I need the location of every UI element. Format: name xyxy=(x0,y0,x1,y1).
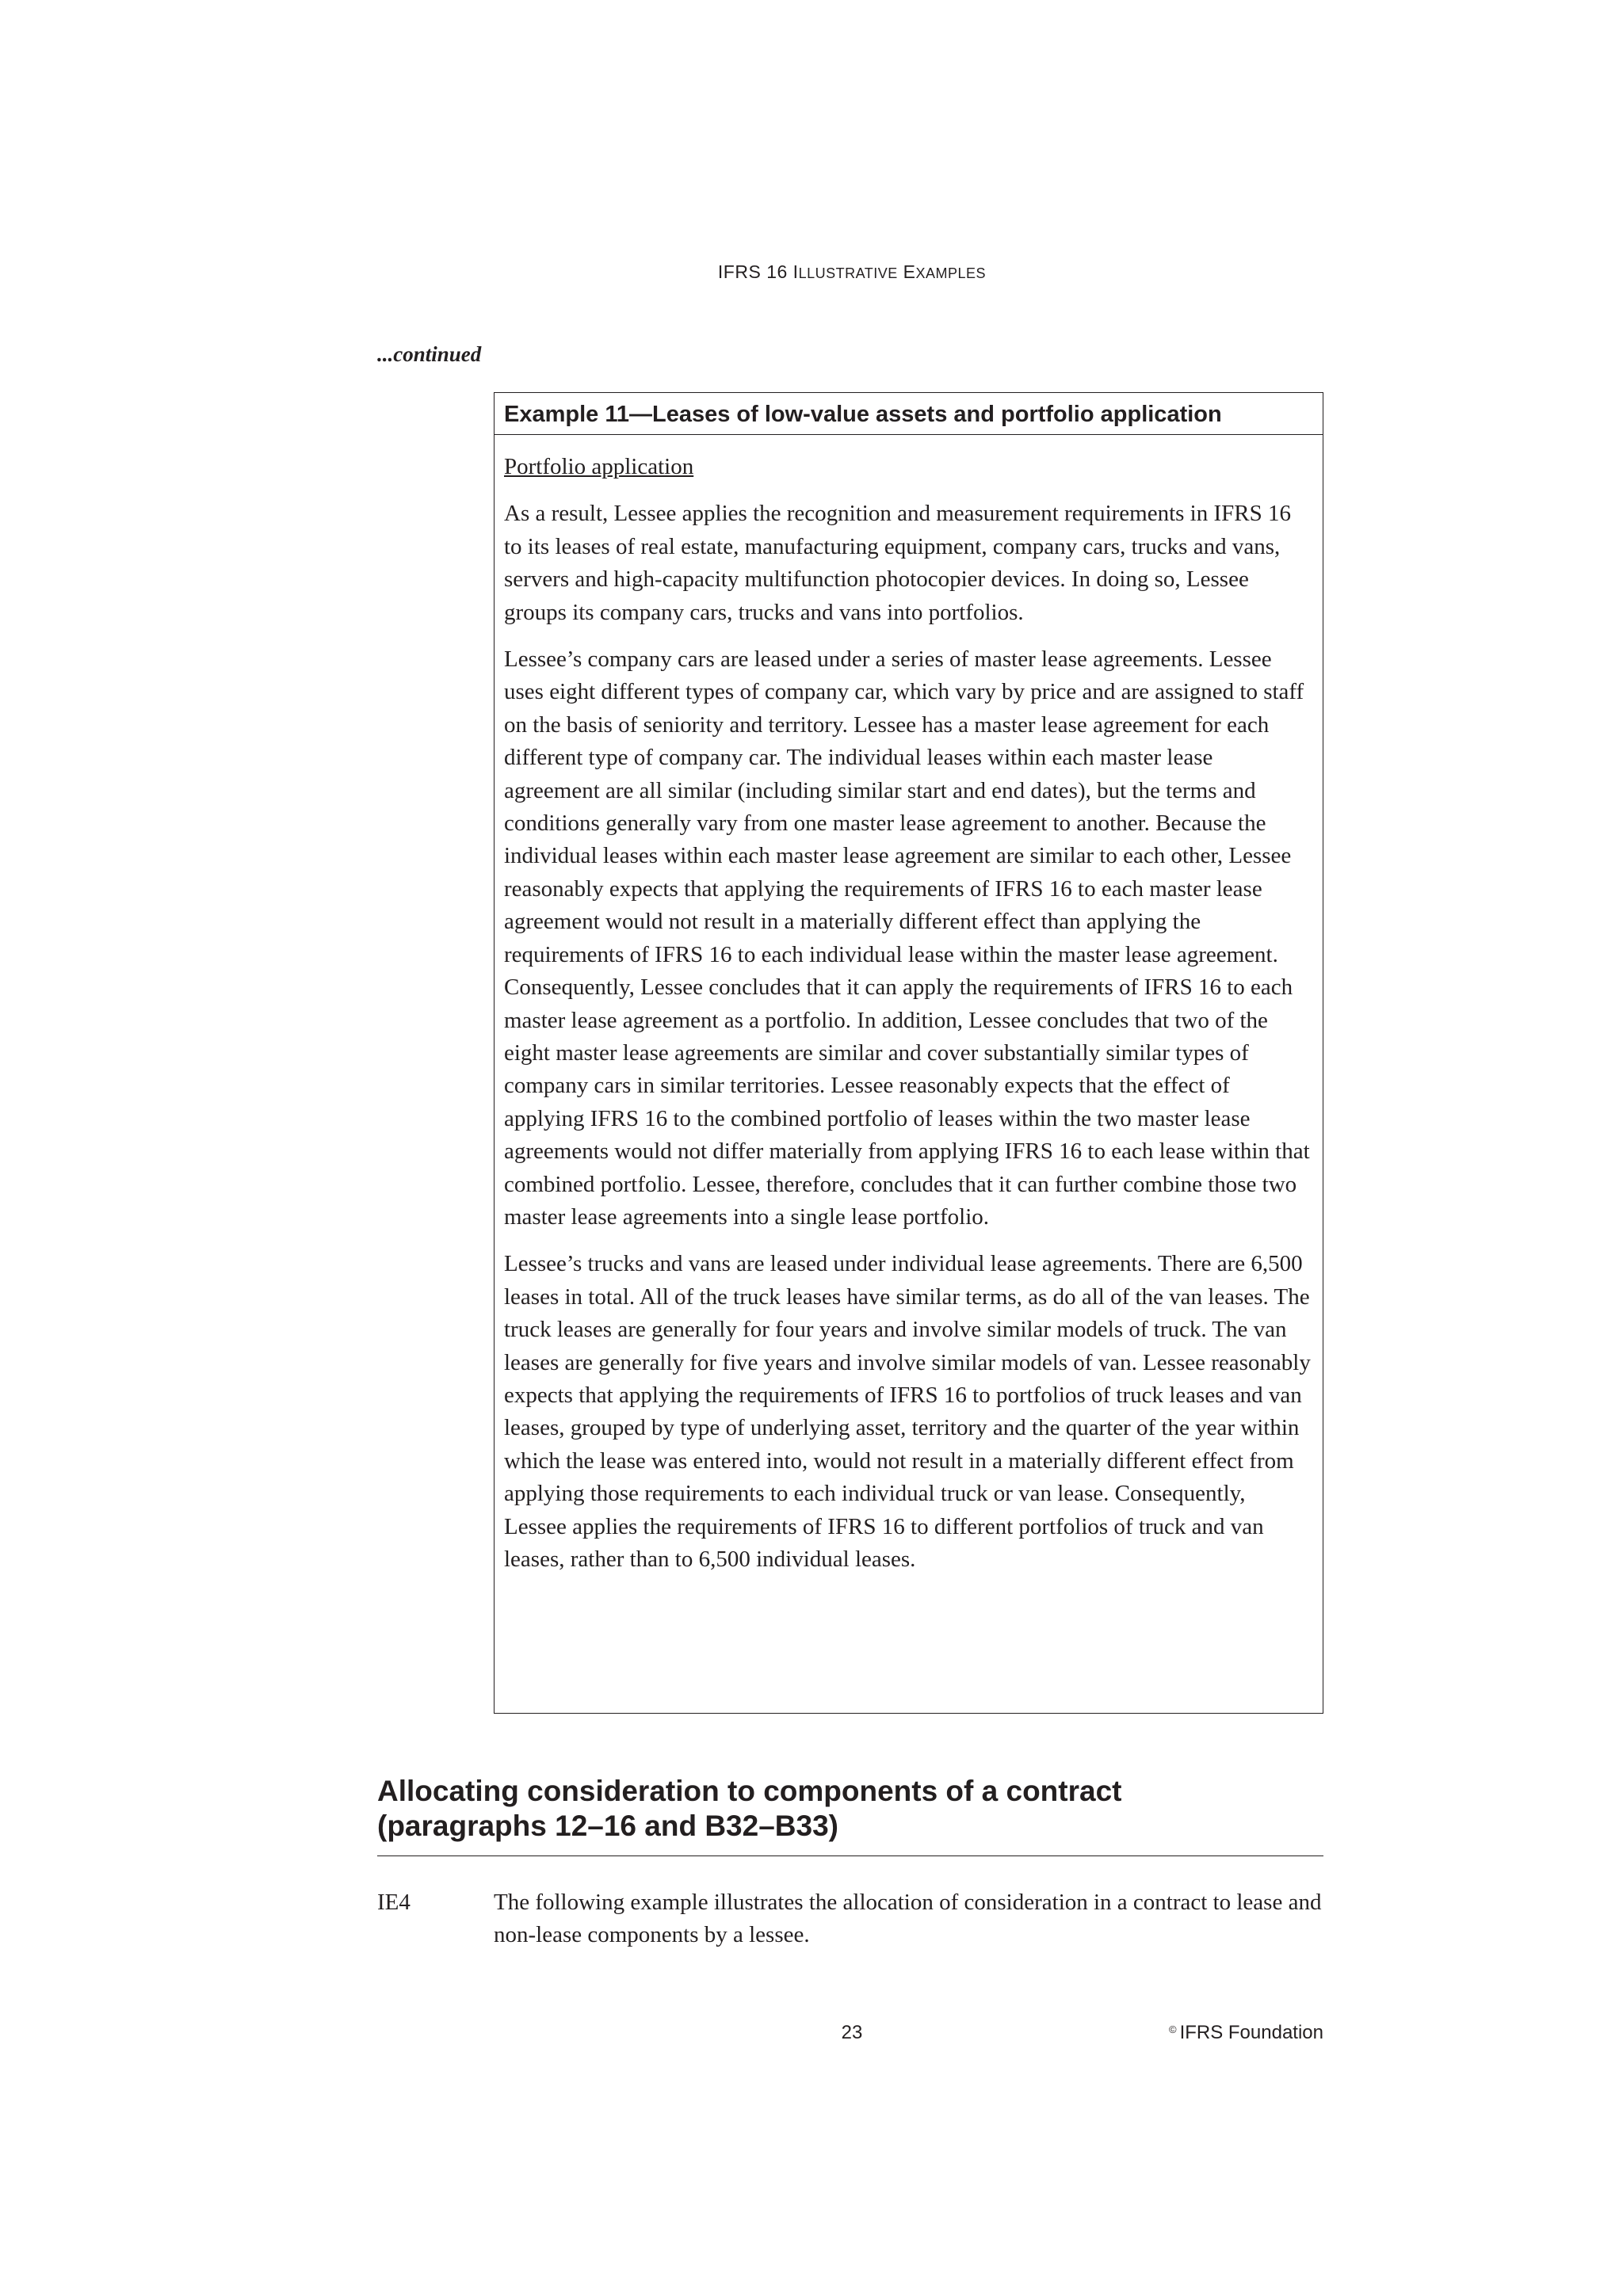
section-heading xyxy=(377,1774,1323,1844)
example-paragraph-2: Lessee’s company cars are leased under a series of master lease agreements. Lessee uses eight different types of company car, which vary by price and are assigned to staff on the basis of seniority and territory. Lessee has a master lease agreement for each different type of company car. The individual leases within each master lease agreement are all similar (including similar start and end dates), but the terms and conditions generally vary from one master lease agreement to another. Because the individual leases within each master lease agreement are similar to each other, Lessee reasonably expects that applying the requirements of IFRS 16 to each master lease agreement would not result in a materially different effect than applying the requirements of IFRS 16 to each individual lease within the master lease agreement. Consequently, Lessee concludes that it can apply the requirements of IFRS 16 to each master lease agreement as a portfolio. In addition, Lessee concludes that two of the eight master lease agreements are similar and cover substantially similar types of company cars in similar territories. Lessee reasonably expects that the effect of applying IFRS 16 to the combined portfolio of leases within the two master lease agreements would not differ materially from applying IFRS 16 to each lease within that combined portfolio. Lessee, therefore, concludes that it can further combine those two master lease agreements into a single lease portfolio. xyxy=(504,646,1310,1230)
section-heading-line-1: Allocating consideration to components of a contract xyxy=(377,1775,1122,1807)
section-divider xyxy=(377,1855,1323,1856)
running-header-space: E xyxy=(897,261,916,282)
copyright-text: IFRS Foundation xyxy=(1179,2022,1323,2043)
example-box xyxy=(494,392,1323,1714)
page-number: 23 xyxy=(841,2022,863,2043)
copyright-symbol: © xyxy=(1168,2023,1177,2035)
example-subheading: Portfolio application xyxy=(504,454,694,479)
continued-label: ...continued xyxy=(377,342,482,366)
example-paragraph-3: Lessee’s trucks and vans are leased under individual lease agreements. There are 6,500 leases in total. All of the truck leases have similar terms, as do all of the van leases. The truck leases are generally for four years and involve similar models of truck. The van leases are generally for five years and involve similar models of van. Lessee reasonably expects that applying the requirements of IFRS 16 to portfolios of truck leases and van leases, grouped by type of underlying asset, territory and the quarter of the year within which the lease was entered into, would not result in a materially different effect from applying those requirements to each individual truck or van lease. Consequently, Lessee applies the requirements of IFRS 16 to different portfolios of truck and van leases, rather than to 6,500 individual leases. xyxy=(504,1251,1311,1572)
copyright-notice xyxy=(1109,2022,1323,2044)
section-heading-line-2: (paragraphs 12–16 and B32–B33) xyxy=(377,1810,838,1842)
example-paragraph-1: As a result, Lessee applies the recognition and measurement requirements in IFRS 16 to its leases of real estate, manufacturing equipment, company cars, trucks and vans, servers and high-capacity multifunction photocopier devices. In doing so, Lessee groups its company cars, trucks and vans into portfolios. xyxy=(504,501,1291,625)
running-header xyxy=(0,261,1623,283)
paragraph-number: IE4 xyxy=(377,1890,411,1915)
example-title: Example 11—Leases of low-value assets and portfolio application xyxy=(495,393,1323,435)
running-header-smallcaps-2: XAMPLES xyxy=(915,265,987,281)
running-header-main: IFRS 16 I xyxy=(717,261,799,282)
paragraph-text: The following example illustrates the allocation of consideration in a contract to lease and non-lease components by a lessee. xyxy=(494,1890,1322,1948)
running-header-smallcaps-1: LLUSTRATIVE xyxy=(798,265,898,281)
example-body xyxy=(495,435,1323,1576)
